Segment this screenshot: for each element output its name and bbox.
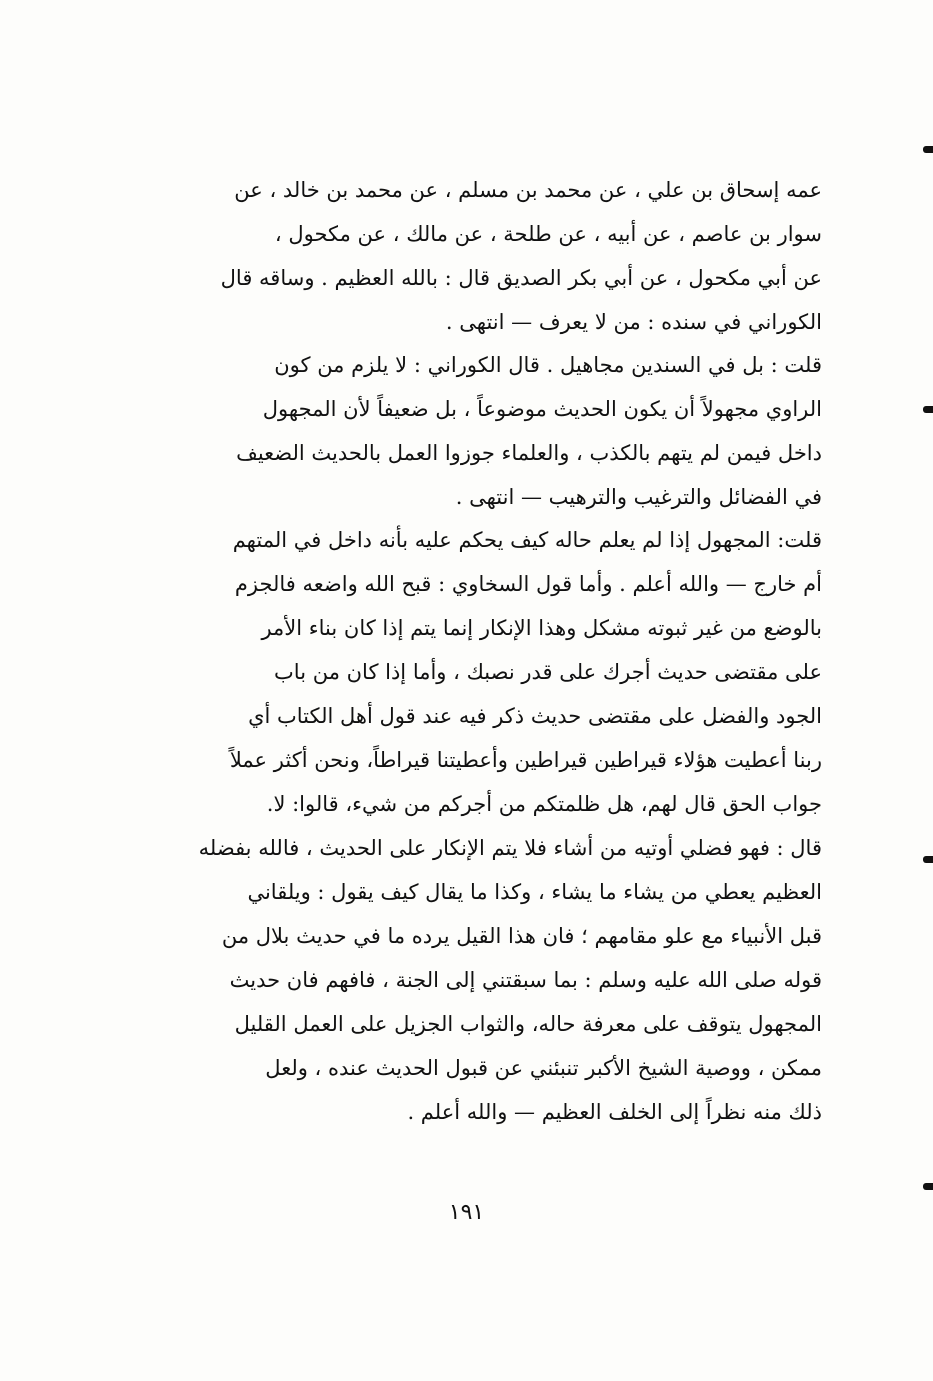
- text-line: قوله صلى الله عليه وسلم : بما سبقتني إلى الجنة ، فافهم فان حديث: [229, 968, 822, 992]
- paragraph-2: [152, 343, 822, 519]
- text-line: قلت: المجهول إذا لم يعلم حاله كيف يحكم عليه بأنه داخل في المتهم: [232, 528, 822, 552]
- text-line: في الفضائل والترغيب والترهيب — انتهى .: [455, 485, 822, 509]
- text-line: عن أبي مكحول ، عن أبي بكر الصديق قال : بالله العظيم . وساقه قال: [220, 266, 822, 290]
- text-line: بالوضع من غير ثبوته مشكل وهذا الإنكار إنما يتم إذا كان بناء الأمر: [261, 616, 822, 640]
- text-line: الراوي مجهولاً أن يكون الحديث موضوعاً ، بل ضعيفاً لأن المجهول: [262, 397, 822, 421]
- text-line: الكوراني في سنده : من لا يعرف — انتهى .: [445, 310, 822, 334]
- text-line: سوار بن عاصم ، عن أبيه ، عن طلحة ، عن مالك ، عن مكحول ،: [274, 222, 822, 246]
- text-line: قبل الأنبياء مع علو مقامهم ؛ فان هذا القيل يرده ما في حديث بلال من: [221, 924, 822, 948]
- binding-edge-mark: [923, 1183, 933, 1190]
- text-line: قال : فهو فضلي أوتيه من أشاء فلا يتم الإنكار على الحديث ، فالله بفضله: [198, 836, 822, 860]
- text-line: المجهول يتوقف على معرفة حاله، والثواب الجزيل على العمل القليل: [234, 1012, 822, 1036]
- text-line: عمه إسحاق بن علي ، عن محمد بن مسلم ، عن محمد بن خالد ، عن: [234, 178, 822, 202]
- page-number: ١٩١: [448, 1200, 485, 1225]
- text-line: ممكن ، ووصية الشيخ الأكبر تنبئني عن قبول الحديث عنده ، ولعل: [265, 1056, 822, 1080]
- text-line: ربنا أعطيت هؤلاء قيراطين قيراطين وأعطيتنا قيراطاً، ونحن أكثر عملاً: [229, 748, 822, 772]
- binding-edge-mark: [923, 406, 933, 413]
- text-line: جواب الحق قال لهم، هل ظلمتكم من أجركم من شيء، قالوا: لا.: [266, 792, 822, 816]
- paragraph-3: [152, 518, 822, 1134]
- text-line: الجود والفضل على مقتضى حديث ذكر فيه عند قول أهل الكتاب أي: [248, 704, 822, 728]
- text-line: أم خارج — والله أعلم . وأما قول السخاوي : قبح الله واضعه فالجزم: [234, 572, 822, 596]
- text-line: العظيم يعطي من يشاء ما يشاء ، وكذا ما يقال كيف يقول : ويلقاني: [247, 880, 822, 904]
- text-line: ذلك منه نظراً إلى الخلف العظيم — والله أعلم .: [407, 1100, 822, 1124]
- paragraph-1: [152, 168, 822, 344]
- text-line: داخل فيمن لم يتهم بالكذب ، والعلماء جوزوا العمل بالحديث الضعيف: [236, 441, 822, 465]
- binding-edge-mark: [923, 856, 933, 863]
- text-line: قلت : بل في السندين مجاهيل . قال الكوراني : لا يلزم من كون: [274, 353, 822, 377]
- text-line: على مقتضى حديث أجرك على قدر نصبك ، وأما إذا كان من باب: [274, 660, 822, 684]
- binding-edge-mark: [923, 146, 933, 153]
